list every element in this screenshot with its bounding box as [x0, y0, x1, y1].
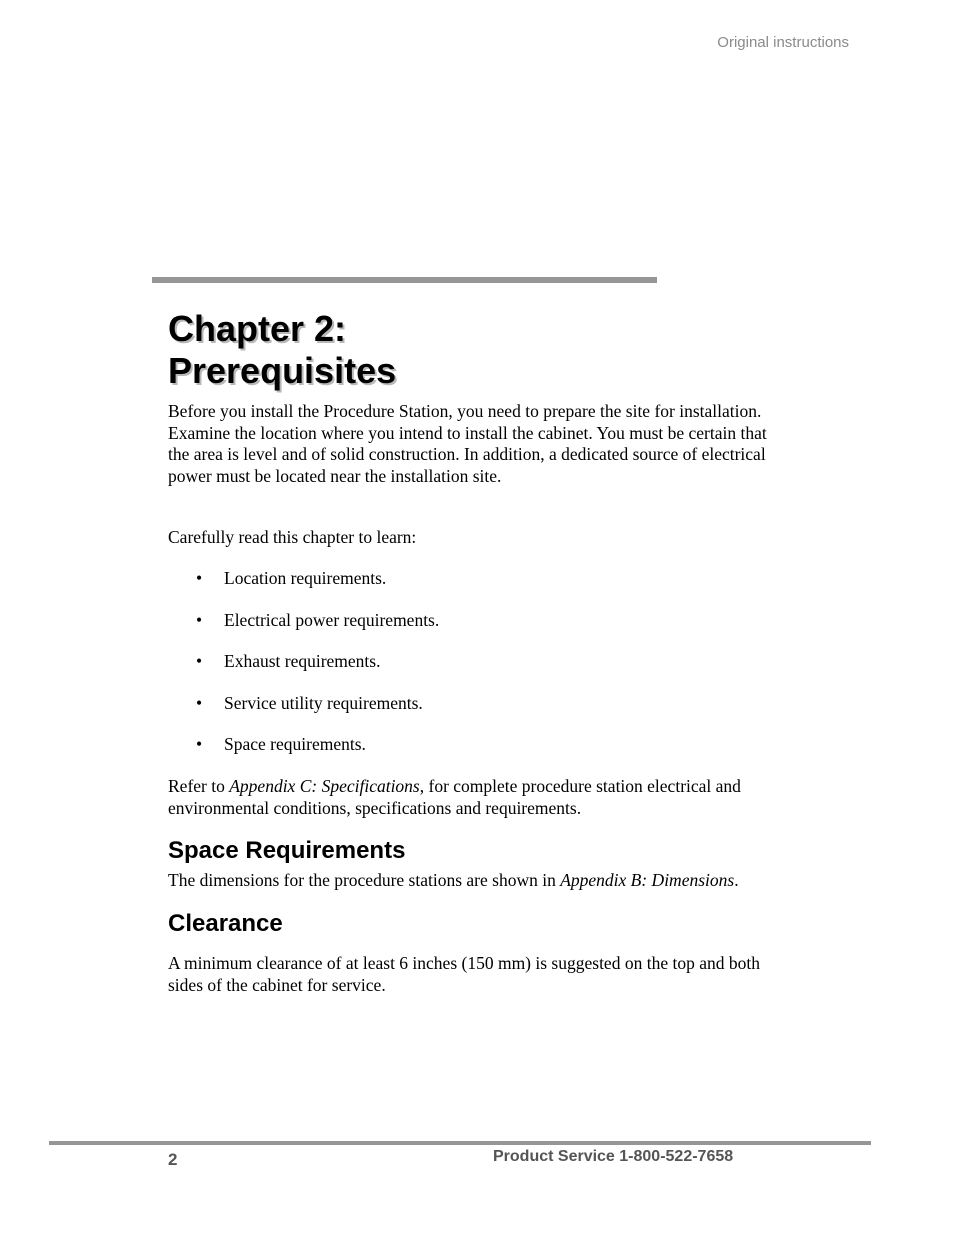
appendix-b-reference: Appendix B: Dimensions — [560, 870, 735, 890]
space-requirements-heading: Space Requirements — [168, 837, 406, 864]
list-item — [168, 734, 439, 776]
bullet-icon: • — [196, 568, 203, 588]
clearance-text: A minimum clearance of at least 6 inches (150 mm) is suggested on the top and both sides of the cabinet for service. — [168, 953, 760, 995]
list-item-text: Exhaust requirements. — [224, 651, 381, 672]
appendix-c-reference: Appendix C: Specifications — [229, 776, 420, 796]
refer-suffix: , for complete procedure station electrical and environmental conditions, specifications and requirements. — [168, 776, 741, 818]
space-text-prefix: The dimensions for the procedure stations are shown in — [168, 870, 561, 890]
chapter-title — [168, 308, 396, 392]
list-item-text: Electrical power requirements. — [224, 609, 440, 630]
learn-lead: Carefully read this chapter to learn: — [168, 527, 417, 547]
bullet-icon: • — [196, 734, 203, 755]
chapter-title-line-1: Chapter 2: — [168, 308, 347, 349]
footer-rule — [49, 1141, 871, 1145]
refer-paragraph — [168, 776, 778, 819]
list-item-text: Space requirements. — [224, 734, 366, 755]
space-requirements-text — [168, 870, 808, 892]
header-note: Original instructions — [717, 34, 849, 51]
chapter-top-rule — [152, 277, 657, 283]
space-text-suffix: . — [734, 870, 739, 890]
list-item — [168, 693, 439, 735]
list-item — [168, 610, 439, 652]
list-item — [168, 651, 439, 693]
chapter-title-line-2: Prerequisites — [168, 350, 397, 391]
requirements-list — [168, 568, 439, 776]
list-item-text: Location requirements. — [224, 568, 387, 588]
refer-prefix: Refer to — [168, 776, 230, 796]
bullet-icon: • — [196, 651, 203, 672]
clearance-heading: Clearance — [168, 910, 283, 937]
list-item-text: Service utility requirements. — [224, 692, 423, 713]
bullet-icon: • — [196, 692, 203, 713]
list-item — [168, 568, 439, 610]
footer-service-line: Product Service 1-800-522-7658 — [493, 1148, 734, 1165]
intro-paragraph: Before you install the Procedure Station, you need to prepare the site for installation. Examine the location where you intend to install the cabinet. You must be certain that the area is level and of solid construction. In addition, a dedicated source of electrical power must be located near the installation site. — [168, 401, 767, 486]
page-number: 2 — [168, 1150, 178, 1169]
bullet-icon: • — [196, 609, 203, 630]
